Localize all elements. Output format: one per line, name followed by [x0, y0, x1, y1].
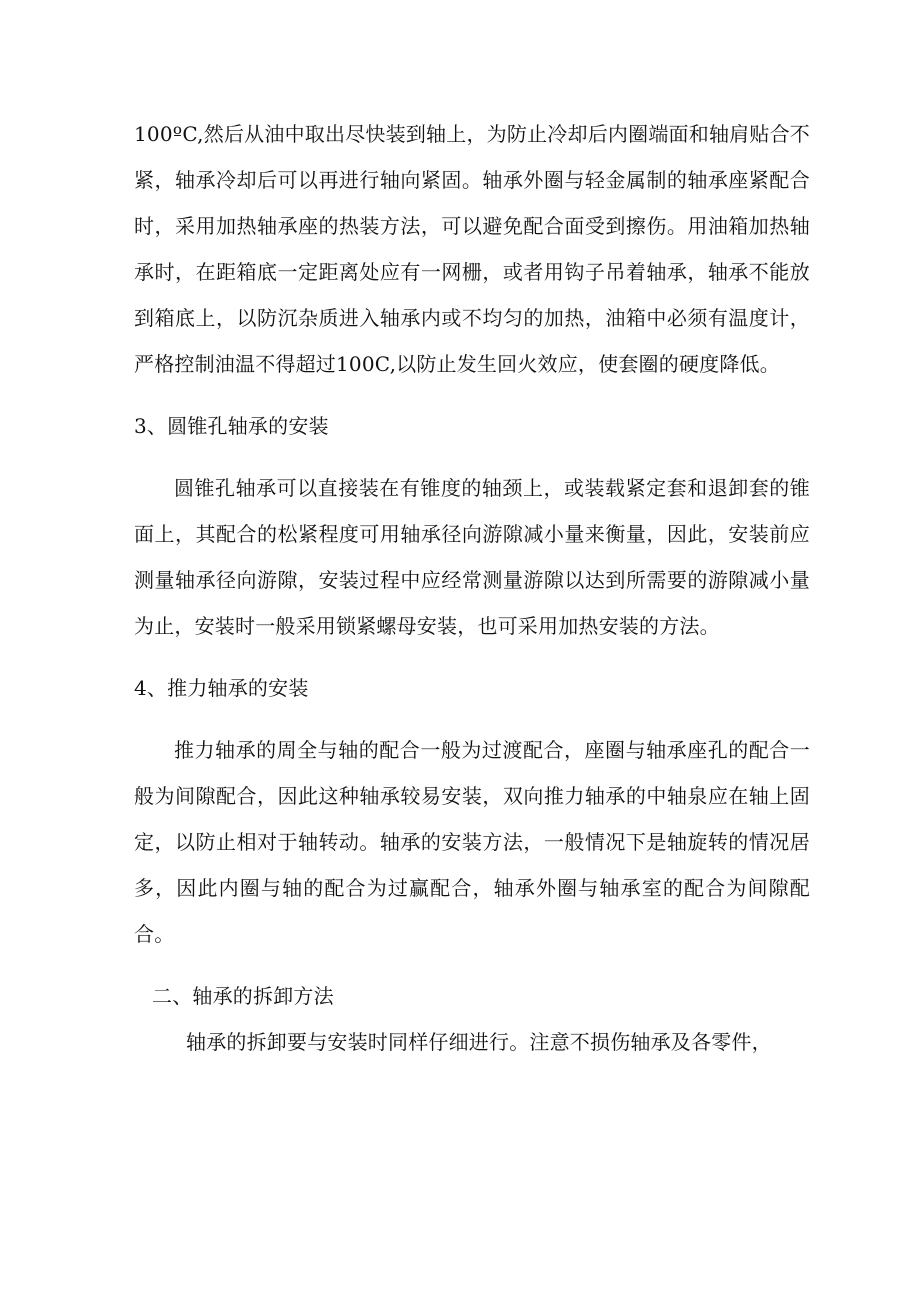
- heading-tapered-bore-install: 3、圆锥孔轴承的安装: [134, 414, 329, 438]
- paragraph-removal: 轴承的拆卸要与安装时同样仔细进行。注意不损伤轴承及各零件，: [186, 1030, 772, 1054]
- paragraph-tapered-bore: 圆锥孔轴承可以直接装在有锥度的轴颈上，或装载紧定套和退卸套的锥面上，其配合的松紧程度可用轴承径向游隙减小量来衡量，因此，安装前应测量轴承径向游隙，安装过程中应经常测量游隙以达到所需要的游隙减小量为止，安装时一般采用锁紧螺母安装，也可采用加热安装的方法。: [134, 476, 810, 638]
- heading-thrust-bearing-install: 4、推力轴承的安装: [134, 676, 309, 700]
- paragraph-heating-install: 100ºC,然后从油中取出尽快装到轴上，为防止冷却后内圈端面和轴肩贴合不紧，轴承冷却后可以再进行轴向紧固。轴承外圈与轻金属制的轴承座紧配合时，采用加热轴承座的热装方法，可以避免配合面受到擦伤。用油箱加热轴承时，在距箱底一定距离处应有一网栅，或者用钩子吊着轴承，轴承不能放到箱底上，以防沉杂质进入轴承内或不均匀的加热，油箱中必须有温度计，严格控制油温不得超过100C,以防止发生回火效应，使套圈的硬度降低。: [134, 122, 810, 376]
- paragraph-thrust-bearing: 推力轴承的周全与轴的配合一般为过渡配合，座圈与轴承座孔的配合一般为间隙配合，因此这种轴承较易安装，双向推力轴承的中轴泉应在轴上固定，以防止相对于轴转动。轴承的安装方法，一般情况下是轴旋转的情况居多，因此内圈与轴的配合为过赢配合，轴承外圈与轴承室的配合为间隙配合。: [134, 738, 810, 946]
- heading-section-2-removal: 二、轴承的拆卸方法: [152, 984, 334, 1008]
